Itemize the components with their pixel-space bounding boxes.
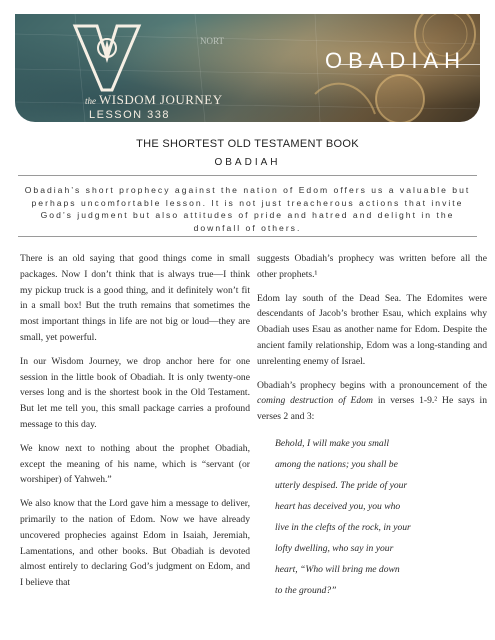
header-banner bbox=[15, 14, 480, 122]
paragraph: We know next to nothing about the prophet Obadiah, except the meaning of his name, which is “servant (or worshiper) of Yahweh.” bbox=[20, 442, 250, 486]
paragraph: There is an old saying that good things come in small packages. Now I don’t think that is always true—I think my pickup truck is a good thing, and it definitely won’t fit in a small box! But the truth remains that sometimes the most important things in life are not big or loud—they are small, yet powerful. bbox=[20, 253, 250, 343]
paragraph: We also know that the Lord gave him a message to deliver, primarily to the nation of Edom. Now we have already uncovered prophecies against Edom in Isaiah, Jeremiah, Lamentations, and other books. But Obadiah is devoted almost entirely to declaring God’s judgment on Edom, and I believe that bbox=[20, 498, 250, 589]
map-label: NORT bbox=[200, 36, 224, 46]
left-column bbox=[20, 251, 250, 599]
paragraph: Edom lay south of the Dead Sea. The Edomites were descendants of Jacob’s brother Esau, which explains why Obadiah uses Esau as another name for Edom. Despite the ancient family relationship, Edom was a long-standing and unrelenting enemy of Israel. bbox=[257, 292, 487, 367]
quote-line: lofty dwelling, who say in your bbox=[275, 542, 394, 554]
book-name: OBADIAH bbox=[214, 157, 281, 168]
pocket-watch-icon bbox=[376, 75, 424, 122]
quote-line: among the nations; you shall be bbox=[275, 458, 398, 470]
quote-line: to the ground?” bbox=[275, 584, 337, 596]
quote-line: heart has deceived you, you who bbox=[275, 500, 401, 512]
summary-text: Obadiah’s short prophecy against the nation of Edom offers us a valuable but perhaps uncomfortable lesson. It is not just treacherous actions that invite God’s judgment but also attitudes of pride and hatred and delight in the downfall of others. bbox=[24, 185, 471, 233]
paragraph: In our Wisdom Journey, we drop anchor here for one session in the little book of Obadiah. It is only twenty-one verses long and is the shortest book in the Old Testament. But let me tell you, this small package carries a profound message to this day. bbox=[20, 355, 250, 430]
brand-name: WISDOM JOURNEY bbox=[99, 92, 223, 107]
paragraph-text: Obadiah’s prophecy begins with a pronouncement of the bbox=[257, 379, 487, 391]
wisdom-journey-logo-icon bbox=[67, 18, 147, 98]
quote-line: live in the clefts of the rock, in your bbox=[275, 521, 411, 533]
right-column bbox=[257, 251, 487, 601]
lesson-number: LESSON 338 bbox=[89, 109, 171, 121]
emphasis-text: coming destruction of Edom bbox=[257, 395, 373, 407]
banner-title: OBADIAH bbox=[324, 48, 466, 73]
paragraph-text: in verses 1-9.² He says in verses 2 and 3: bbox=[257, 395, 488, 423]
summary-bottom-rule bbox=[18, 236, 477, 237]
paragraph: suggests Obadiah’s prophecy was written before all the other prophets.¹ bbox=[257, 253, 487, 280]
paragraph bbox=[257, 378, 487, 425]
quote-line: heart, “Who will bring me down bbox=[275, 563, 400, 575]
scripture-quote bbox=[257, 433, 487, 601]
quote-line: Behold, I will make you small bbox=[275, 437, 390, 449]
page-subtitle: THE SHORTEST OLD TESTAMENT BOOK bbox=[136, 138, 359, 150]
summary-top-rule bbox=[18, 175, 477, 176]
brand-prefix: the bbox=[85, 96, 96, 106]
quote-line: utterly despised. The pride of your bbox=[275, 479, 408, 491]
